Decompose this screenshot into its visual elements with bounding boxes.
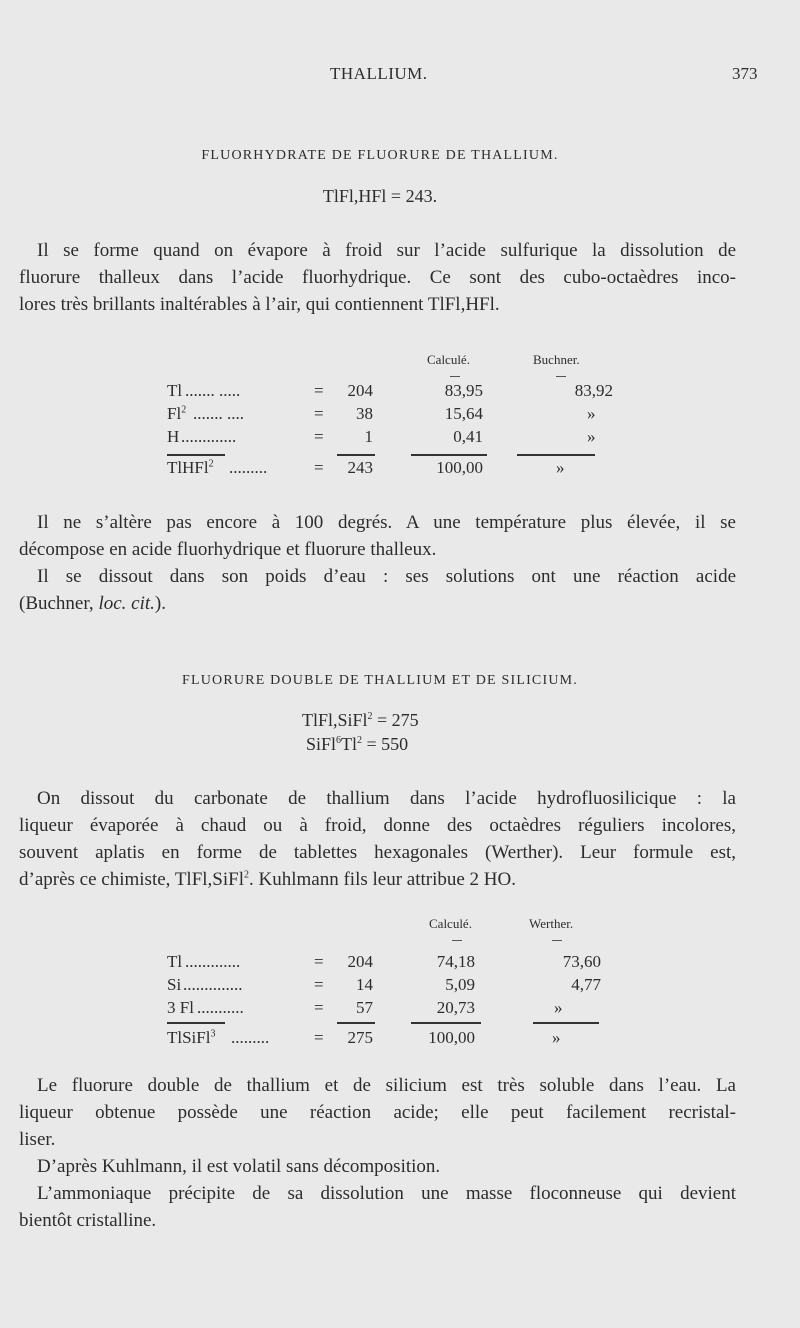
author-value: » xyxy=(556,458,565,477)
author-value: 4,77 xyxy=(571,975,601,994)
leader-dots: ......... xyxy=(229,458,268,477)
equals-sign: = xyxy=(314,952,324,971)
leader-dots: .............. xyxy=(183,975,243,994)
text-line: On dissout du carbonate de thallium dans l’acide hydrofluosilicique : la xyxy=(37,788,736,809)
text-line: décompose en acide fluorhydrique et fluorure thalleux. xyxy=(19,539,437,560)
text-line: souvent aplatis en forme de tablettes hexagonales (Werther). Leur formule est, xyxy=(19,842,736,863)
element-label: Si xyxy=(167,975,182,994)
formula-part: TlFl,SiFl xyxy=(302,710,368,730)
paragraph xyxy=(19,237,736,318)
section-formula: TlFl,HFl = 243. xyxy=(322,186,438,206)
atomic-value: 1 xyxy=(364,427,373,446)
section-formula xyxy=(306,734,408,755)
header-dash xyxy=(450,376,460,377)
calc-value: 5,09 xyxy=(445,975,475,994)
header-dash xyxy=(556,376,566,377)
leader-dots: ......... xyxy=(231,1028,270,1047)
compound-formula: TlSiFl xyxy=(167,1028,211,1047)
table-rule xyxy=(167,1022,225,1024)
formula-part: SiFl xyxy=(306,734,337,754)
atomic-value: 275 xyxy=(347,1028,373,1047)
text-line xyxy=(19,866,736,893)
paragraph xyxy=(19,785,736,893)
formula-part: = 550 xyxy=(362,734,409,754)
text-line: Le fluorure double de thallium et de silicium est très soluble dans l’eau. La xyxy=(37,1075,736,1096)
leader-dots: ............. xyxy=(181,427,237,446)
atomic-value: 204 xyxy=(347,381,373,400)
author-value: » xyxy=(552,1028,561,1047)
text-line xyxy=(19,590,736,617)
column-header-author: Buchner. xyxy=(533,352,580,367)
atomic-value: 57 xyxy=(356,998,373,1017)
table-rule xyxy=(411,1022,481,1024)
column-header-calc: Calculé. xyxy=(427,352,470,367)
composition-table xyxy=(167,916,607,1056)
superscript: 2 xyxy=(367,711,373,722)
header-dash xyxy=(452,940,462,941)
equals-sign: = xyxy=(314,458,324,477)
paragraph xyxy=(19,1072,736,1234)
leader-dots: ....... ..... xyxy=(185,381,241,400)
superscript: 2 xyxy=(181,404,187,416)
superscript: 2 xyxy=(208,458,214,470)
total-label xyxy=(167,458,214,478)
superscript: 3 xyxy=(210,1028,216,1040)
header-dash xyxy=(552,940,562,941)
equals-sign: = xyxy=(314,404,324,423)
text-part: . Kuhlmann fils leur attribue 2 HO. xyxy=(249,869,517,890)
superscript: 6 xyxy=(336,735,342,746)
total-label xyxy=(167,1028,215,1048)
equals-sign: = xyxy=(314,427,324,446)
element-label xyxy=(167,404,186,424)
citation-close: ). xyxy=(154,593,166,614)
citation-italic: loc. cit. xyxy=(98,593,155,614)
table-rule xyxy=(337,454,375,456)
leader-dots: ....... .... xyxy=(193,404,244,423)
element-label: H xyxy=(167,427,180,446)
text-line: fluorure thalleux dans l’acide fluorhydrique. Ce sont des cubo-octaèdres inco- xyxy=(19,267,736,288)
paragraph xyxy=(19,509,736,617)
leader-dots: ........... xyxy=(197,998,244,1017)
running-head xyxy=(0,64,800,88)
column-header-author: Werther. xyxy=(529,916,574,931)
element-label: Tl xyxy=(167,952,183,971)
composition-table xyxy=(167,352,613,492)
table-rule xyxy=(533,1022,599,1024)
superscript: 2 xyxy=(244,869,249,881)
atomic-value: 243 xyxy=(347,458,373,477)
superscript: 2 xyxy=(357,735,363,746)
calc-value: 0,41 xyxy=(453,427,483,446)
calc-value: 20,73 xyxy=(436,998,475,1017)
table-rule xyxy=(337,1022,375,1024)
element-symbol: Fl xyxy=(167,404,182,423)
calc-value: 100,00 xyxy=(436,458,483,477)
author-value: » xyxy=(587,404,596,423)
equals-sign: = xyxy=(314,1028,324,1047)
author-value: 83,92 xyxy=(574,381,613,400)
calc-value: 15,64 xyxy=(444,404,483,423)
leader-dots: ............. xyxy=(185,952,241,971)
formula-part: Tl xyxy=(341,734,358,754)
text-line: liser. xyxy=(19,1129,56,1150)
section-heading-fluorhydrate: FLUORHYDRATE DE FLUORURE DE THALLIUM. xyxy=(201,148,559,163)
text-line: lores très brillants inaltérables à l’air, qui contiennent TlFl,HFl. xyxy=(19,294,500,315)
author-value: » xyxy=(554,998,563,1017)
column-header-calc: Calculé. xyxy=(429,916,472,931)
author-value: 73,60 xyxy=(562,952,601,971)
text-line: L’ammoniaque précipite de sa dissolution une masse floconneuse qui devient xyxy=(37,1183,736,1204)
running-title: THALLIUM. xyxy=(330,64,428,83)
text-line: liqueur obtenue possède une réaction acide; elle peut facilement recristal- xyxy=(19,1102,736,1123)
text-part: d’après ce chimiste, TlFl,SiFl xyxy=(19,869,244,890)
text-line: Il se forme quand on évapore à froid sur l’acide sulfurique la dissolution de xyxy=(37,240,736,261)
equals-sign: = xyxy=(314,998,324,1017)
text-line: bientôt cristalline. xyxy=(19,1210,157,1231)
citation-open: (Buchner, xyxy=(19,593,99,614)
section-heading-fluorure-double: FLUORURE DOUBLE DE THALLIUM ET DE SILICIUM. xyxy=(181,673,578,688)
calc-value: 83,95 xyxy=(444,381,483,400)
text-line: Il se dissout dans son poids d’eau : ses solutions ont une réaction acide xyxy=(37,566,736,587)
atomic-value: 14 xyxy=(356,975,373,994)
compound-formula: TlHFl xyxy=(167,458,209,477)
text-line: liqueur évaporée à chaud ou à froid, donne des octaèdres réguliers incolores, xyxy=(19,815,736,836)
text-line: Il ne s’altère pas encore à 100 degrés. A une température plus élevée, il se xyxy=(37,512,736,533)
atomic-value: 38 xyxy=(356,404,373,423)
table-rule xyxy=(411,454,487,456)
calc-value: 100,00 xyxy=(428,1028,475,1047)
equals-sign: = xyxy=(314,975,324,994)
page-number: 373 xyxy=(732,64,758,83)
section-formula xyxy=(302,710,419,731)
text-line: D’après Kuhlmann, il est volatil sans décomposition. xyxy=(37,1156,441,1177)
atomic-value: 204 xyxy=(347,952,373,971)
author-value: » xyxy=(587,427,596,446)
table-rule xyxy=(517,454,595,456)
calc-value: 74,18 xyxy=(436,952,475,971)
element-label: 3 Fl xyxy=(167,998,194,1017)
formula-part: = 275 xyxy=(372,710,419,730)
equals-sign: = xyxy=(314,381,324,400)
table-rule xyxy=(167,454,225,456)
element-label: Tl xyxy=(167,381,183,400)
